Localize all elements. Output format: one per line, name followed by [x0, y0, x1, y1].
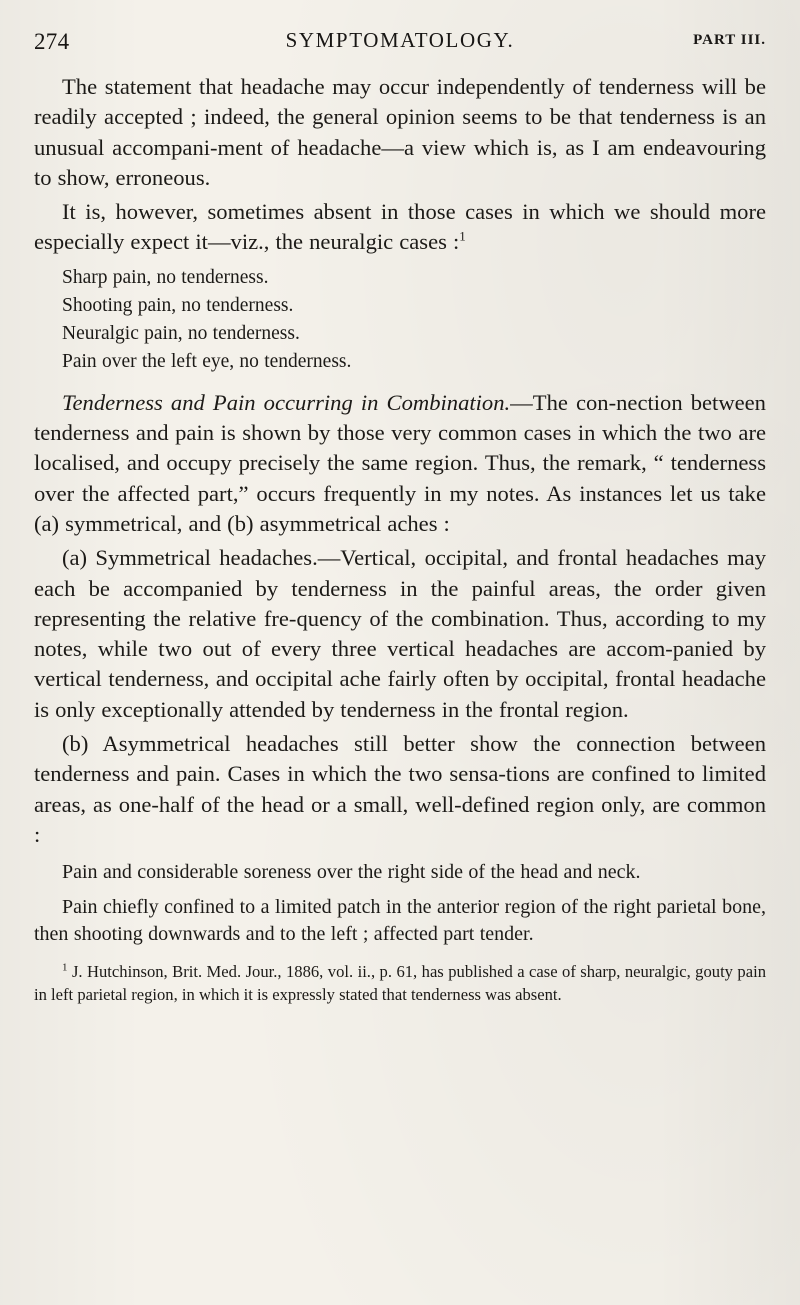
case-item: Pain over the left eye, no tenderness. — [62, 350, 352, 372]
case-item: Shooting pain, no tenderness. — [62, 294, 294, 316]
paragraph-asymmetrical: (b) Asymmetrical headaches still better show the connection between tenderness and pain. Cases in which the two sensa-tions are confined to limited areas, as one-half of the head or a small, well-defined region only, are common : — [34, 731, 766, 847]
footnote — [34, 961, 766, 1007]
footnote-reference: 1 — [459, 228, 466, 244]
footnote-text-wrapper — [34, 961, 766, 1007]
running-title: SYMPTOMATOLOGY. — [285, 28, 515, 52]
running-head — [34, 22, 766, 62]
page-number: 274 — [34, 29, 70, 54]
paragraph-headache-independence: The statement that headache may occur independently of tenderness will be readily accepted ; indeed, the general opinion seems to be that tenderness is an unusual accompani-ment of headache—a view which is, as I am endeavouring to show, erroneous. — [34, 74, 766, 190]
case-item: Sharp pain, no tenderness. — [62, 266, 269, 288]
part-label: PART III. — [693, 32, 766, 48]
footnote-mark: 1 — [62, 961, 68, 974]
case-item: Neuralgic pain, no tenderness. — [62, 322, 300, 344]
case-quote: Pain and considerable soreness over the right side of the head and neck. — [62, 861, 641, 884]
combination-heading: Tenderness and Pain occurring in Combination. — [62, 389, 511, 415]
case-quote: Pain chiefly confined to a limited patch in the anterior region of the right parietal bone, then shooting downwards and to the left ; affected part tender. — [34, 895, 766, 946]
paragraph-symmetrical: (a) Symmetrical headaches.—Vertical, occipital, and frontal headaches may each be accompanied by tenderness in the painful areas, the order given representing the relative fre-quency of the combination. Thus, according to my notes, while two out of every three vertical headaches are accom-panied by vertical tenderness, and occipital ache fairly often by occipital, frontal headache is only exceptionally attended by tenderness in the frontal region. — [34, 545, 766, 722]
case-quotes — [34, 859, 766, 949]
paragraph-neuralgic-cases — [34, 197, 766, 258]
paragraph-neuralgic-cases-text: It is, however, sometimes absent in those cases in which we should more especially expect it—viz., the neuralgic cases : — [34, 199, 766, 255]
combination-text: —The con-nection between tenderness and pain is shown by those very common cases in which the two are localised, and occupy precisely the same region. Thus, the remark, “ tenderness over the affected part,” occurs frequently in my notes. As instances let us take (a) symmetrical, and (b) asymmetrical aches : — [34, 389, 766, 536]
case-list — [62, 264, 766, 376]
main-text — [34, 72, 766, 949]
footnote-text: J. Hutchinson, Brit. Med. Jour., 1886, vol. ii., p. 61, has published a case of sharp, neuralgic, gouty pain in left parietal region, in which it is expressly stated that tenderness was absent. — [34, 961, 767, 1004]
paragraph-combination — [34, 388, 766, 539]
